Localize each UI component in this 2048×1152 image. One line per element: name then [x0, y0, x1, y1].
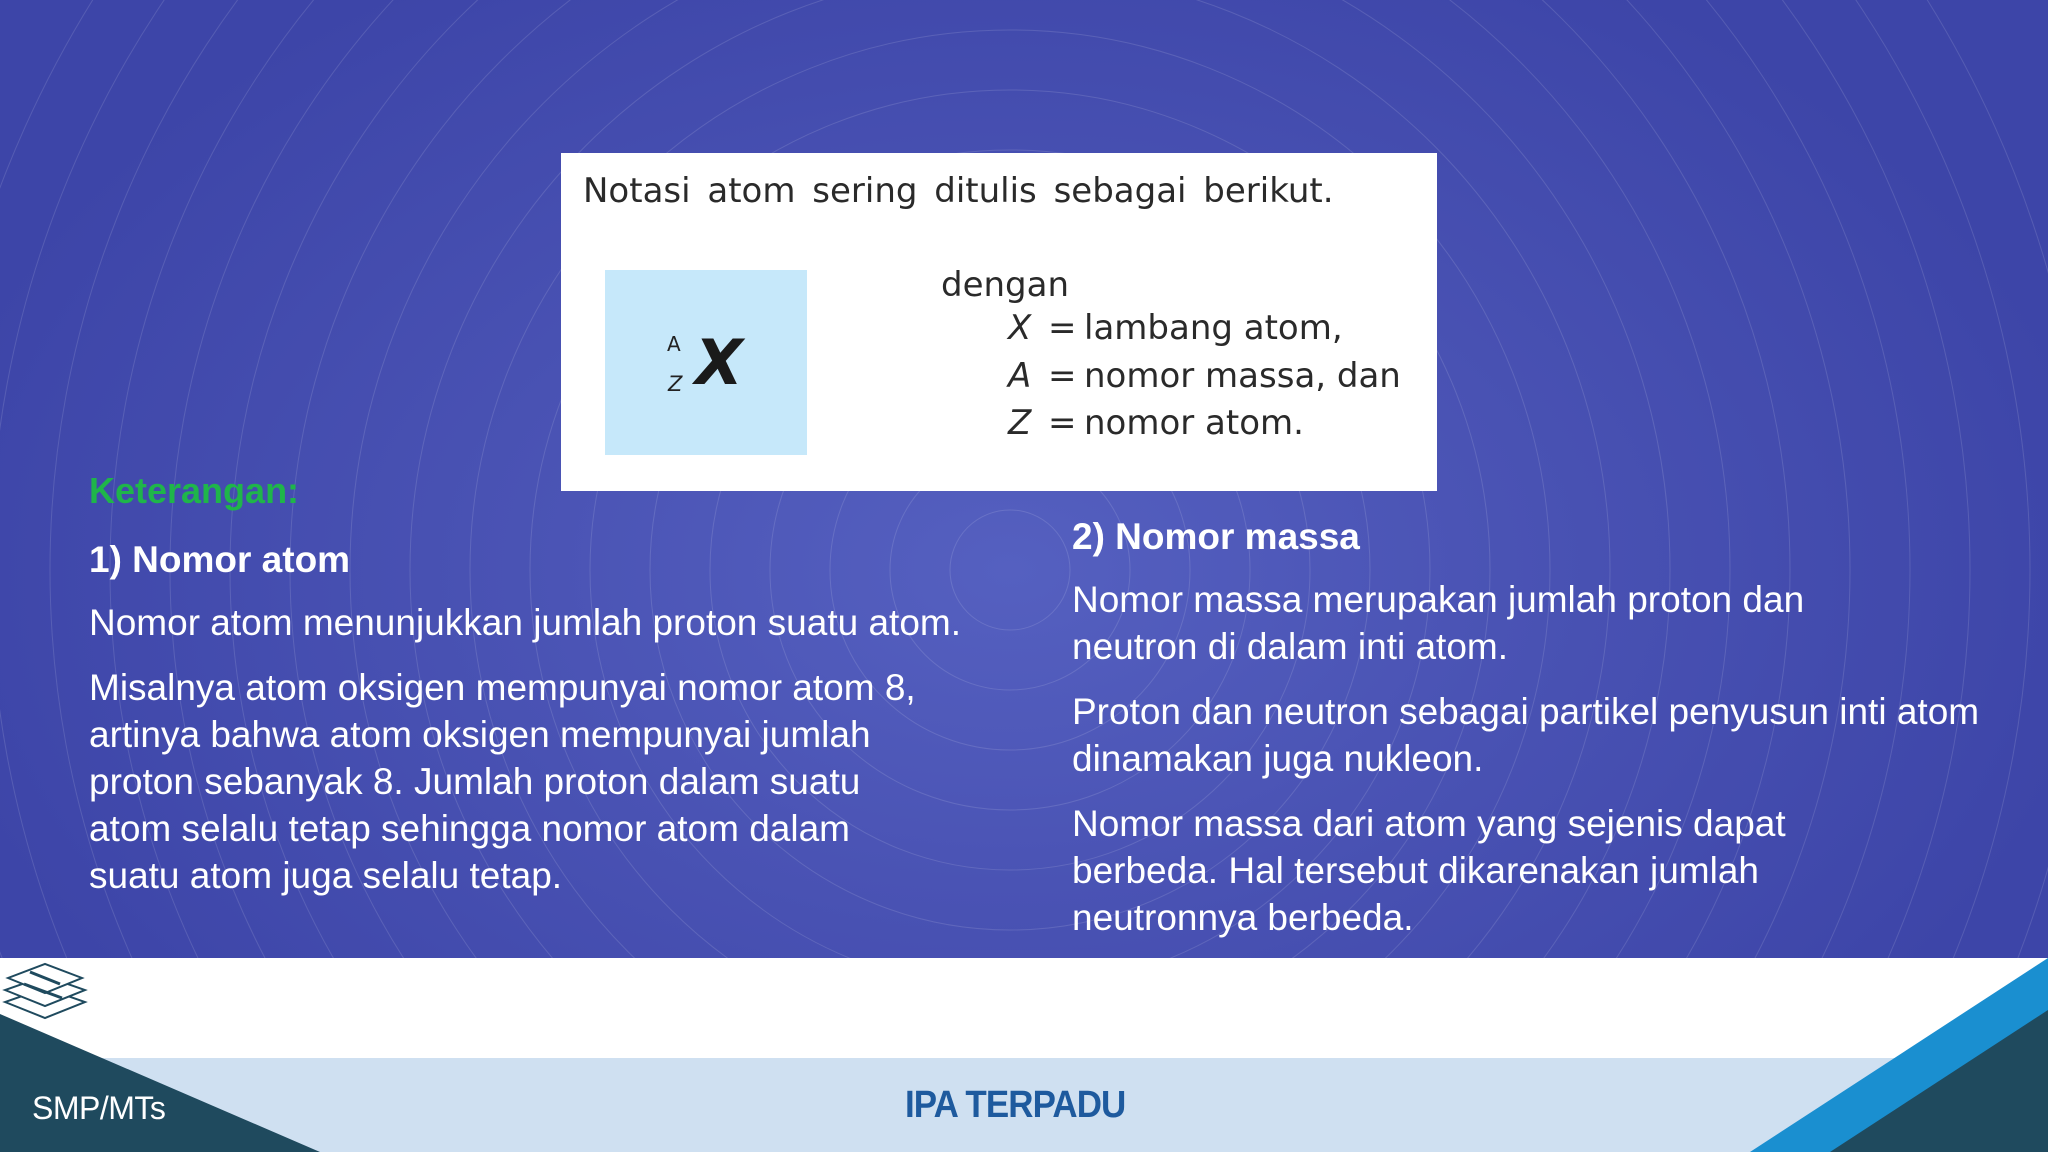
definition-variable: A	[1008, 356, 1032, 396]
definition-equals: =	[1048, 308, 1077, 348]
atomic-number-label: Z	[668, 372, 683, 396]
mass-number-label: A	[667, 332, 681, 356]
nomor-atom-section	[89, 537, 989, 917]
legend-label: dengan	[941, 265, 1070, 305]
isotope-paragraph: Nomor massa dari atom yang sejenis dapat berbeda. Hal tersebut dikarenakan jumlah neutronnya berbeda.	[1072, 803, 1786, 938]
definition-equals: =	[1048, 356, 1077, 396]
keterangan-heading: Keterangan:	[89, 470, 300, 511]
definition-variable: Z	[1008, 403, 1032, 443]
definition-text: lambang atom,	[1084, 308, 1343, 348]
element-symbol: X	[695, 326, 743, 399]
definition-row-x	[1008, 308, 1343, 348]
definition-row-a	[1008, 356, 1401, 396]
notation-intro-text: Notasi atom sering ditulis sebagai berikut.	[583, 171, 1334, 211]
nomor-massa-paragraph: Nomor massa merupakan jumlah proton dan neutron di dalam inti atom.	[1072, 579, 1805, 667]
atom-symbol-box	[605, 270, 807, 455]
stacked-books-icon	[0, 958, 90, 1020]
definition-equals: =	[1048, 403, 1077, 443]
definition-variable: X	[1008, 308, 1032, 348]
nomor-massa-section	[1072, 514, 2032, 958]
definition-row-z	[1008, 403, 1304, 443]
definition-text: nomor atom.	[1084, 403, 1304, 443]
definition-text: nomor massa, dan	[1084, 356, 1401, 396]
nomor-massa-heading: 2) Nomor massa	[1072, 516, 1360, 557]
nomor-atom-paragraph: Nomor atom menunjukkan jumlah proton suatu atom.	[89, 602, 961, 643]
nukleon-paragraph: Proton dan neutron sebagai partikel penyusun inti atom dinamakan juga nukleon.	[1072, 691, 1980, 779]
atom-notation-card	[561, 153, 1437, 491]
nomor-atom-example-paragraph: Misalnya atom oksigen mempunyai nomor atom 8, artinya bahwa atom oksigen mempunyai jumlah proton sebanyak 8. Jumlah proton dalam suatu atom selalu tetap sehingga nomor atom dalam suatu atom juga selalu tetap.	[89, 667, 916, 896]
nomor-atom-heading: 1) Nomor atom	[89, 539, 351, 580]
school-level-label: SMP/MTs	[32, 1090, 166, 1126]
subject-title: IPA TERPADU	[905, 1084, 1126, 1126]
footer-bar	[0, 958, 2048, 1152]
